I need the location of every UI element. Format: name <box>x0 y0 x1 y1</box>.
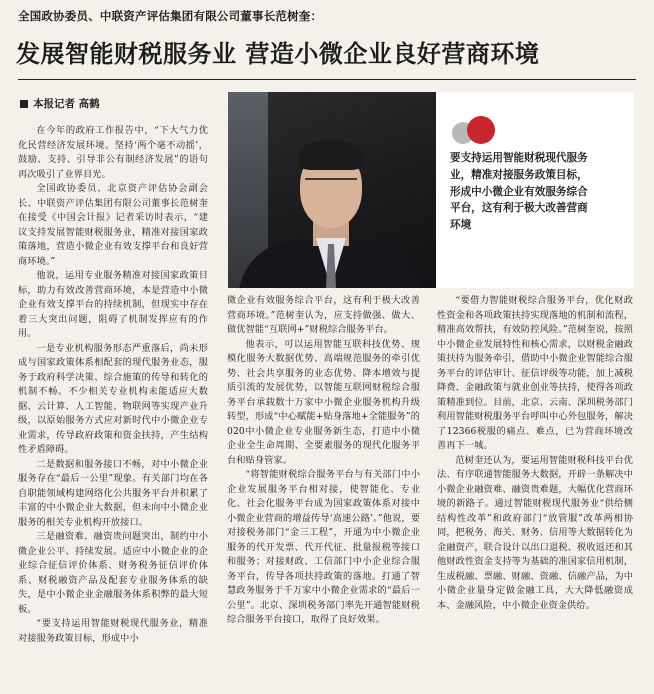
paragraph: 他说，运用专业服务精准对接国家政策目标，助力有效改善营商环境，本是营造中小微企业有效支撑平台的持续机制，但现实中存在着三大突出问题，阻碍了机制发挥应有的作用。 <box>18 270 208 339</box>
article-column-1 <box>18 124 208 690</box>
paragraph: 在今年的政府工作报告中，“下大气力优化民营经济发展环境。坚持‘两个毫不动摇’，鼓励、支持、引导非公有制经济发展”的语句再次吸引了业界目光。 <box>18 125 208 180</box>
headline: 发展智能财税服务业 营造小微企业良好营商环境 <box>16 40 540 68</box>
kicker: 全国政协委员、中联资产评估集团有限公司董事长范树奎： <box>18 9 323 23</box>
portrait-photo <box>228 92 436 288</box>
paragraph: 微企业有效服务综合平台，这有利于极大改善营商环境。”范树奎认为，应支持做强、做大、做优智能“互联网+”财税综合服务平台。 <box>227 295 420 335</box>
article-column-3 <box>437 294 633 690</box>
byline-text: 本报记者 高鹤 <box>33 98 100 110</box>
headline-rule <box>18 79 636 80</box>
paragraph: 范树奎还认为，要运用智能财税科技平台优法、有序联通智能服务大数据，开辟一条解决中小微企业融资难、融资贵难题，大幅优化营商环境的新路子。通过智能财税现代服务业“供给侧结构性改革”和政府部门“放管服”改革两相协同，把税务、海关、财务、信用等大数据转化为金融资产，联合设计以出口退税、税收返还和其他财政性资金支持等为基础的准国家信用机制，生成税融、票融、财融、资融、信融产品，为中小微企业量身定做金融工具，大大降低融资成本、金融风险，中小微企业资金供给。 <box>437 454 633 611</box>
byline <box>20 96 100 111</box>
paragraph: 全国政协委员、北京资产评估协会副会长、中联资产评估集团有限公司董事长范树奎在接受《中国会计报》记者采访时表示，“建议支持发展智能财税服务业，精准对接国家政策落地，营造小微企业有效支撑平台和良好营商环境。” <box>18 183 208 267</box>
red-circle-icon <box>467 116 495 144</box>
paragraph: 三是融资难、融资贵问题突出，制约中小微企业公平、持续发展。适应中小微企业的企业综合征信评价体系、财务税务征信评价体系、财税融资产品及配套专业服务体系的缺失，是中小微企业金融服务体系积弊的最大短板。 <box>18 531 208 615</box>
paragraph: 二是数据和服务接口不畅，对中小微企业服务存在“最后一公里”现象。有关部门均在各自职能领域构建网络化公共服务平台并积累了丰富的中小微企业大数据，但未向中小微企业服务的相关专业机构开放接口。 <box>18 458 208 528</box>
paragraph: 一是专业机构服务形态严重落后，尚未形成与国家政策体系相配套的现代服务业态，服务于政府科学决策、综合施策的传导和转化的机制不畅。不少相关专业机构未能适应大数据、云计算、人工智能、物联网等实现产业升级，以原始服务方式应对新时代中小微企业专业需求，传导政府政策和资金扶持，产生结构性矛盾障碍。 <box>18 342 208 455</box>
paragraph: “要支持运用智能财税现代服务业，精准对接服务政策目标，形成中小 <box>18 618 208 644</box>
byline-square-icon <box>20 100 28 108</box>
paragraph: 他表示，可以运用智能互联科技优势、规模化服务大数据优势、高端规范服务的牵引优势、社会共享服务的业态优势、降本增效与提质引流的发展优势，以智能互联网财税综合服务平台承载数十万家中小微企业服务机构升级转型，形成“中心赋能+贴身落地+全能服务”的020中小微企业专业服务新生态，打造中小微企业全生命周期、全要素服务的现代化服务平台和贴身管家。 <box>227 338 420 466</box>
pull-quote: 要支持运用智能财税现代服务业，精准对接服务政策目标，形成中小微企业有效服务综合平台，这有利于极大改善营商环境 <box>450 152 588 232</box>
pull-quote-box <box>436 92 634 288</box>
article-column-2 <box>227 294 420 690</box>
paragraph: “将智能财税综合服务平台与有关部门中小企业发展服务平台相对接，使智能化、专业化、社会化服务平台成为国家政策体系对接中小微企业营商的增益传导‘高速公路’。”他说，要对接税务部门“金三工程”，开通为中小微企业服务的代开发票、代开代征、批量报税等接口和服务；对接财政、工信部门中小企业综合服务平台，传导各项扶持政策的落地。打通了智慧政务服务于千万家中小微企业需求的“最后一公里”。北京、深圳税务部门率先开通智能财税综合服务平台接口，取得了良好效果。 <box>227 469 420 625</box>
paragraph: “要借力智能财税综合服务平台，优化财政性资金和各项政策扶持实现落地的机制和流程，精准高效帮扶，有效防控风险。”范树奎说，按照中小微企业发展特性和核心需求，以财税金融政策扶持为服务牵引，借助中小微企业智能综合服务平台的评估审计、征信评级等功能，加上减税降费、金融政策与就业创业等扶持，使得各项政策精准到位。目前，北京、云南、深圳税务部门利用智能财税服务平台呼叫中心外包服务，解决了12366税服的痛点、难点，已为营商环境改善再下一城。 <box>437 295 633 451</box>
